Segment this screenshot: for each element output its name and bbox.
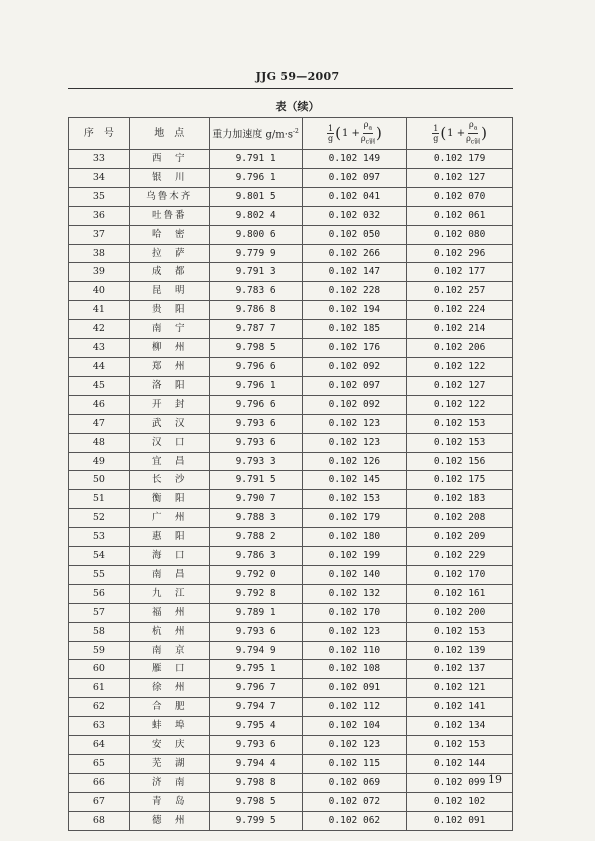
cell-location: 衡 阳	[129, 490, 209, 509]
cell-value-brass: 0.102 161	[407, 584, 513, 603]
cell-location: 青 岛	[129, 792, 209, 811]
table-row	[69, 395, 513, 414]
cell-location: 银 川	[129, 168, 209, 187]
cell-seq: 34	[69, 168, 130, 187]
cell-value-steel: 0.102 147	[302, 263, 407, 282]
cell-seq: 67	[69, 792, 130, 811]
cell-value-steel: 0.102 145	[302, 471, 407, 490]
cell-value-brass: 0.102 144	[407, 755, 513, 774]
cell-gravity: 9.791 5	[209, 471, 302, 490]
cell-value-steel: 0.102 170	[302, 603, 407, 622]
table-row	[69, 320, 513, 339]
cell-seq: 55	[69, 565, 130, 584]
table-row	[69, 282, 513, 301]
cell-location: 吐鲁番	[129, 206, 209, 225]
cell-seq: 36	[69, 206, 130, 225]
cell-value-steel: 0.102 194	[302, 301, 407, 320]
cell-seq: 54	[69, 547, 130, 566]
cell-gravity: 9.794 4	[209, 755, 302, 774]
cell-value-brass: 0.102 257	[407, 282, 513, 301]
table-row	[69, 698, 513, 717]
cell-gravity: 9.795 1	[209, 660, 302, 679]
cell-value-brass: 0.102 170	[407, 565, 513, 584]
cell-value-brass: 0.102 200	[407, 603, 513, 622]
table-row	[69, 679, 513, 698]
cell-value-brass: 0.102 141	[407, 698, 513, 717]
cell-gravity: 9.798 8	[209, 773, 302, 792]
cell-gravity: 9.786 3	[209, 547, 302, 566]
cell-gravity: 9.786 8	[209, 301, 302, 320]
cell-location: 汉 口	[129, 433, 209, 452]
standard-header: JJG 59—2007	[255, 70, 340, 83]
cell-value-brass: 0.102 153	[407, 736, 513, 755]
cell-value-brass: 0.102 214	[407, 320, 513, 339]
cell-value-brass: 0.102 127	[407, 376, 513, 395]
cell-value-brass: 0.102 179	[407, 150, 513, 169]
cell-location: 洛 阳	[129, 376, 209, 395]
cell-value-steel: 0.102 149	[302, 150, 407, 169]
table-row	[69, 225, 513, 244]
cell-location: 蚌 埠	[129, 717, 209, 736]
cell-gravity: 9.793 6	[209, 736, 302, 755]
cell-gravity: 9.783 6	[209, 282, 302, 301]
table-row	[69, 376, 513, 395]
header-rule	[68, 88, 513, 89]
cell-seq: 49	[69, 452, 130, 471]
cell-seq: 48	[69, 433, 130, 452]
cell-location: 长 沙	[129, 471, 209, 490]
cell-value-steel: 0.102 072	[302, 792, 407, 811]
cell-value-steel: 0.102 108	[302, 660, 407, 679]
cell-gravity: 9.788 2	[209, 528, 302, 547]
cell-seq: 41	[69, 301, 130, 320]
cell-seq: 39	[69, 263, 130, 282]
cell-value-brass: 0.102 127	[407, 168, 513, 187]
table-row	[69, 792, 513, 811]
cell-seq: 62	[69, 698, 130, 717]
cell-value-brass: 0.102 139	[407, 641, 513, 660]
table-row	[69, 452, 513, 471]
cell-location: 武 汉	[129, 414, 209, 433]
cell-location: 郑 州	[129, 357, 209, 376]
cell-value-brass: 0.102 156	[407, 452, 513, 471]
table-row	[69, 811, 513, 830]
cell-location: 杭 州	[129, 622, 209, 641]
header-seq: 序 号	[69, 118, 130, 150]
gravity-table	[68, 117, 513, 831]
cell-value-steel: 0.102 032	[302, 206, 407, 225]
cell-value-steel: 0.102 266	[302, 244, 407, 263]
cell-value-steel: 0.102 179	[302, 509, 407, 528]
cell-seq: 50	[69, 471, 130, 490]
table-row	[69, 150, 513, 169]
table-row	[69, 168, 513, 187]
cell-location: 贵 阳	[129, 301, 209, 320]
cell-seq: 57	[69, 603, 130, 622]
cell-value-steel: 0.102 140	[302, 565, 407, 584]
cell-value-brass: 0.102 070	[407, 187, 513, 206]
cell-value-steel: 0.102 180	[302, 528, 407, 547]
table-row	[69, 603, 513, 622]
cell-gravity: 9.800 6	[209, 225, 302, 244]
cell-gravity: 9.779 9	[209, 244, 302, 263]
cell-location: 拉 萨	[129, 244, 209, 263]
cell-value-brass: 0.102 153	[407, 622, 513, 641]
cell-value-steel: 0.102 110	[302, 641, 407, 660]
cell-seq: 58	[69, 622, 130, 641]
table-row	[69, 717, 513, 736]
cell-value-brass: 0.102 134	[407, 717, 513, 736]
cell-gravity: 9.791 1	[209, 150, 302, 169]
cell-gravity: 9.795 4	[209, 717, 302, 736]
header-location: 地 点	[129, 118, 209, 150]
cell-gravity: 9.796 1	[209, 168, 302, 187]
cell-location: 成 都	[129, 263, 209, 282]
table-row	[69, 755, 513, 774]
cell-value-steel: 0.102 176	[302, 339, 407, 358]
table-row	[69, 433, 513, 452]
table-row	[69, 414, 513, 433]
cell-value-brass: 0.102 061	[407, 206, 513, 225]
cell-value-brass: 0.102 296	[407, 244, 513, 263]
cell-value-steel: 0.102 153	[302, 490, 407, 509]
cell-gravity: 9.794 7	[209, 698, 302, 717]
cell-value-brass: 0.102 175	[407, 471, 513, 490]
cell-seq: 53	[69, 528, 130, 547]
cell-value-brass: 0.102 153	[407, 414, 513, 433]
cell-value-steel: 0.102 092	[302, 357, 407, 376]
cell-location: 合 肥	[129, 698, 209, 717]
table-row	[69, 301, 513, 320]
table-row	[69, 660, 513, 679]
cell-gravity: 9.802 4	[209, 206, 302, 225]
cell-seq: 44	[69, 357, 130, 376]
cell-value-steel: 0.102 123	[302, 736, 407, 755]
cell-value-brass: 0.102 121	[407, 679, 513, 698]
table-row	[69, 206, 513, 225]
cell-value-steel: 0.102 115	[302, 755, 407, 774]
cell-location: 德 州	[129, 811, 209, 830]
cell-seq: 46	[69, 395, 130, 414]
cell-location: 惠 阳	[129, 528, 209, 547]
cell-seq: 42	[69, 320, 130, 339]
header-formula-steel: $\frac{1}{g}$ ( 1 + $\frac{\rho_a}{\rho_{c钢}}$ )	[302, 118, 407, 150]
cell-value-brass: 0.102 122	[407, 395, 513, 414]
cell-location: 西 宁	[129, 150, 209, 169]
cell-value-steel: 0.102 092	[302, 395, 407, 414]
table-row	[69, 584, 513, 603]
cell-seq: 40	[69, 282, 130, 301]
cell-gravity: 9.801 5	[209, 187, 302, 206]
cell-gravity: 9.798 5	[209, 339, 302, 358]
cell-gravity: 9.793 6	[209, 433, 302, 452]
cell-value-steel: 0.102 123	[302, 433, 407, 452]
cell-seq: 61	[69, 679, 130, 698]
cell-location: 福 州	[129, 603, 209, 622]
table-row	[69, 471, 513, 490]
table-row	[69, 187, 513, 206]
cell-seq: 56	[69, 584, 130, 603]
cell-value-steel: 0.102 228	[302, 282, 407, 301]
cell-value-brass: 0.102 208	[407, 509, 513, 528]
table-header-row	[69, 118, 513, 150]
table-row	[69, 528, 513, 547]
cell-seq: 59	[69, 641, 130, 660]
cell-value-brass: 0.102 209	[407, 528, 513, 547]
table-row	[69, 339, 513, 358]
table-row	[69, 773, 513, 792]
cell-value-brass: 0.102 224	[407, 301, 513, 320]
cell-value-steel: 0.102 199	[302, 547, 407, 566]
cell-value-brass: 0.102 206	[407, 339, 513, 358]
cell-gravity: 9.790 7	[209, 490, 302, 509]
table-row	[69, 736, 513, 755]
table-row	[69, 565, 513, 584]
table-row	[69, 509, 513, 528]
cell-seq: 68	[69, 811, 130, 830]
header-formula-brass: $\frac{1}{g}$ ( 1 + $\frac{\rho_a}{\rho_{c铜}}$ )	[407, 118, 513, 150]
cell-gravity: 9.792 0	[209, 565, 302, 584]
cell-value-brass: 0.102 102	[407, 792, 513, 811]
table-row	[69, 622, 513, 641]
cell-location: 开 封	[129, 395, 209, 414]
cell-location: 海 口	[129, 547, 209, 566]
cell-value-steel: 0.102 104	[302, 717, 407, 736]
cell-gravity: 9.799 5	[209, 811, 302, 830]
cell-value-brass: 0.102 099	[407, 773, 513, 792]
cell-seq: 66	[69, 773, 130, 792]
cell-value-brass: 0.102 153	[407, 433, 513, 452]
table-row	[69, 641, 513, 660]
cell-value-steel: 0.102 041	[302, 187, 407, 206]
cell-gravity: 9.791 3	[209, 263, 302, 282]
cell-value-steel: 0.102 069	[302, 773, 407, 792]
cell-value-steel: 0.102 123	[302, 622, 407, 641]
cell-seq: 65	[69, 755, 130, 774]
cell-seq: 38	[69, 244, 130, 263]
cell-value-steel: 0.102 126	[302, 452, 407, 471]
table-row	[69, 547, 513, 566]
cell-location: 南 宁	[129, 320, 209, 339]
cell-value-steel: 0.102 123	[302, 414, 407, 433]
cell-seq: 63	[69, 717, 130, 736]
cell-value-brass: 0.102 122	[407, 357, 513, 376]
cell-gravity: 9.798 5	[209, 792, 302, 811]
cell-location: 济 南	[129, 773, 209, 792]
cell-seq: 35	[69, 187, 130, 206]
cell-value-steel: 0.102 050	[302, 225, 407, 244]
cell-gravity: 9.796 1	[209, 376, 302, 395]
cell-seq: 64	[69, 736, 130, 755]
cell-value-brass: 0.102 183	[407, 490, 513, 509]
cell-value-steel: 0.102 097	[302, 168, 407, 187]
cell-location: 柳 州	[129, 339, 209, 358]
table-body	[69, 150, 513, 831]
cell-gravity: 9.796 7	[209, 679, 302, 698]
cell-value-brass: 0.102 229	[407, 547, 513, 566]
cell-gravity: 9.793 3	[209, 452, 302, 471]
cell-value-brass: 0.102 080	[407, 225, 513, 244]
cell-value-steel: 0.102 112	[302, 698, 407, 717]
cell-location: 徐 州	[129, 679, 209, 698]
cell-gravity: 9.793 6	[209, 622, 302, 641]
cell-location: 安 庆	[129, 736, 209, 755]
cell-location: 南 京	[129, 641, 209, 660]
cell-value-steel: 0.102 097	[302, 376, 407, 395]
cell-value-steel: 0.102 091	[302, 679, 407, 698]
cell-seq: 47	[69, 414, 130, 433]
cell-value-steel: 0.102 185	[302, 320, 407, 339]
cell-value-steel: 0.102 132	[302, 584, 407, 603]
cell-gravity: 9.794 9	[209, 641, 302, 660]
cell-seq: 43	[69, 339, 130, 358]
cell-gravity: 9.788 3	[209, 509, 302, 528]
table-row	[69, 244, 513, 263]
cell-gravity: 9.787 7	[209, 320, 302, 339]
cell-location: 昆 明	[129, 282, 209, 301]
cell-gravity: 9.796 6	[209, 357, 302, 376]
cell-value-steel: 0.102 062	[302, 811, 407, 830]
cell-seq: 37	[69, 225, 130, 244]
cell-seq: 33	[69, 150, 130, 169]
cell-gravity: 9.792 8	[209, 584, 302, 603]
cell-location: 哈 密	[129, 225, 209, 244]
cell-seq: 45	[69, 376, 130, 395]
page-number: 19	[488, 773, 502, 786]
table-row	[69, 263, 513, 282]
table-row	[69, 357, 513, 376]
cell-value-brass: 0.102 091	[407, 811, 513, 830]
cell-location: 宜 昌	[129, 452, 209, 471]
cell-seq: 51	[69, 490, 130, 509]
cell-seq: 60	[69, 660, 130, 679]
cell-gravity: 9.796 6	[209, 395, 302, 414]
cell-value-brass: 0.102 177	[407, 263, 513, 282]
cell-location: 九 江	[129, 584, 209, 603]
cell-location: 雁 口	[129, 660, 209, 679]
cell-gravity: 9.793 6	[209, 414, 302, 433]
cell-location: 广 州	[129, 509, 209, 528]
cell-gravity: 9.789 1	[209, 603, 302, 622]
cell-location: 芜 湖	[129, 755, 209, 774]
cell-location: 乌鲁木齐	[129, 187, 209, 206]
cell-seq: 52	[69, 509, 130, 528]
header-gravity: 重力加速度 $g/m\cdot s^{-2}$	[209, 118, 302, 150]
table-title: 表（续）	[275, 100, 320, 113]
cell-location: 南 昌	[129, 565, 209, 584]
table-row	[69, 490, 513, 509]
cell-value-brass: 0.102 137	[407, 660, 513, 679]
